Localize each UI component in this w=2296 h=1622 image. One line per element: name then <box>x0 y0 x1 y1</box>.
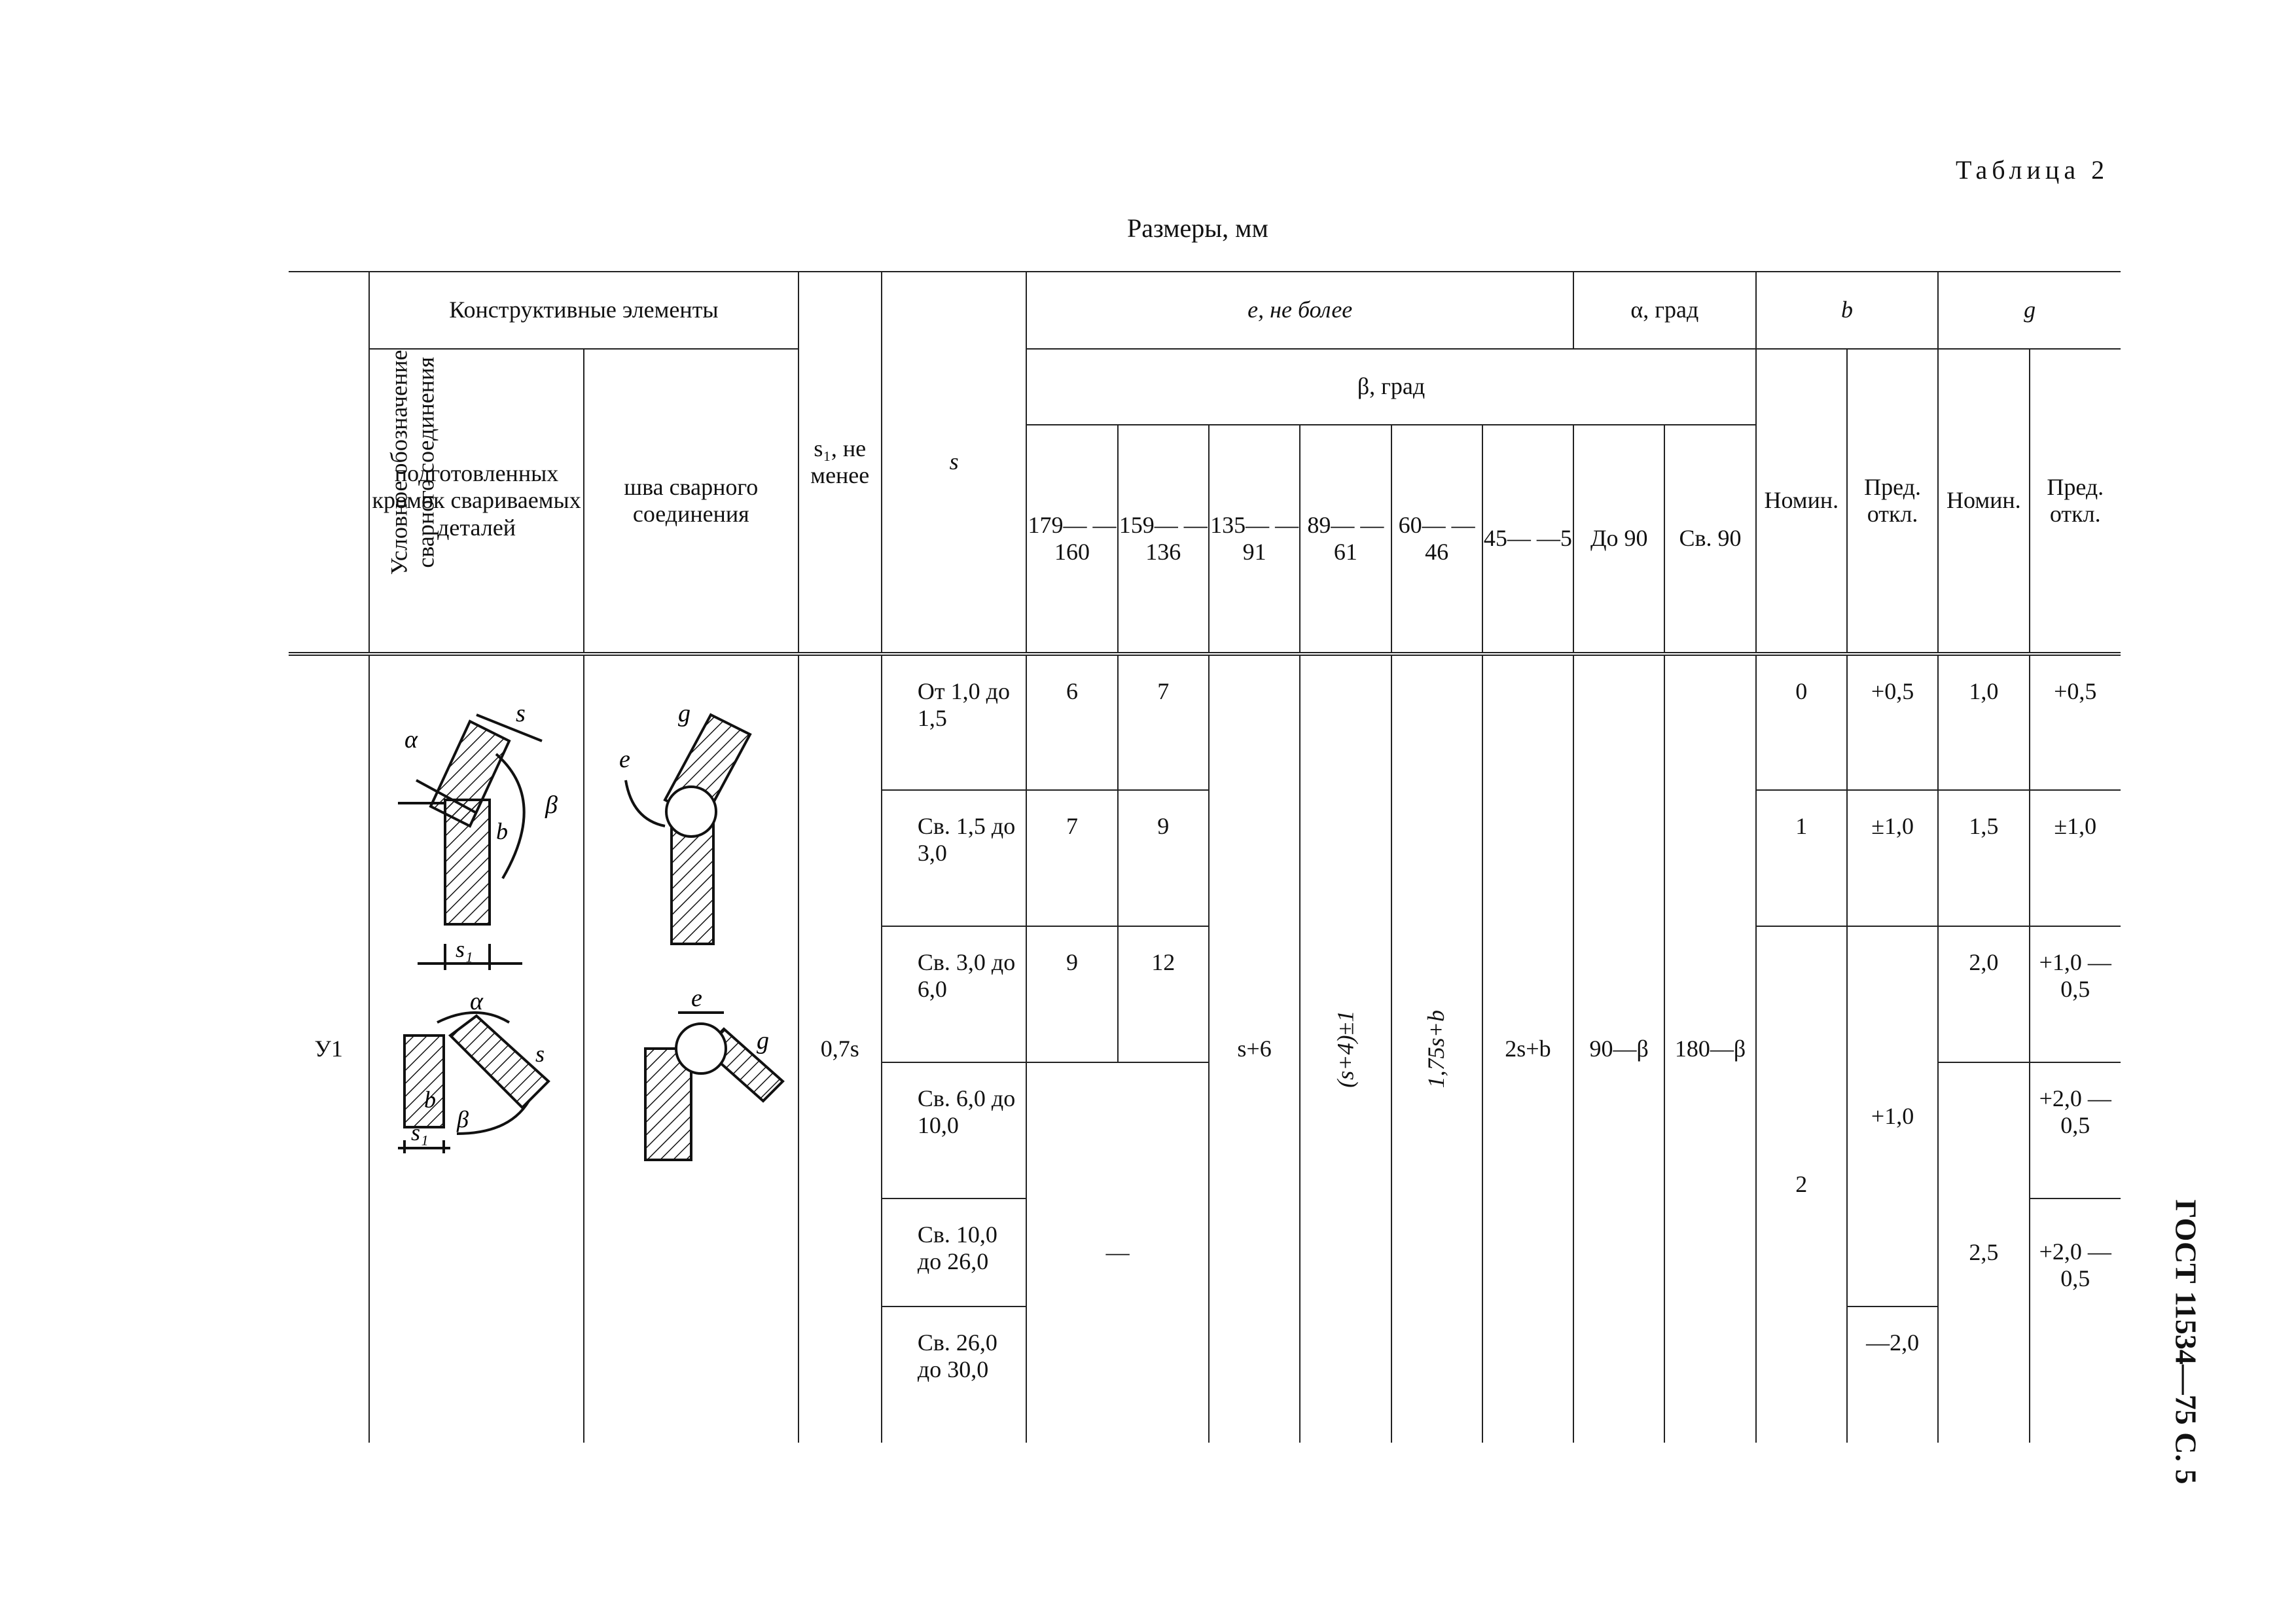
weld-table <box>289 271 2121 1443</box>
e179-r3: 9 <box>1026 926 1117 1062</box>
s-header: s <box>882 272 1026 654</box>
weld-drawings <box>584 654 798 1443</box>
range-4: Св. 6,0 до 10,0 <box>882 1062 1026 1198</box>
b-nom-r2: 1 <box>1756 790 1847 926</box>
bottom-beta-label: β <box>457 1106 469 1132</box>
beta-col-4: 89— —61 <box>1300 425 1391 654</box>
e159-r1: 7 <box>1118 654 1209 790</box>
b-nom-r3: 2 <box>1756 926 1847 1443</box>
g-tol-r5: +2,0 —0,5 <box>2030 1198 2121 1443</box>
prepared-edges-header: подготовленных кромок свариваемых деталей <box>369 349 584 654</box>
bottom-e-label: e <box>691 984 702 1012</box>
g-nom-r2: 1,5 <box>1938 790 2029 926</box>
top-beta-label: β <box>545 791 558 819</box>
bottom-b-label: b <box>424 1087 437 1113</box>
range-1: От 1,0 до 1,5 <box>882 654 1026 790</box>
g-tol-r4: +2,0 —0,5 <box>2030 1062 2121 1198</box>
beta-header: β, град <box>1026 349 1755 425</box>
designation-header: Условное обозначение сварного соединения <box>289 272 369 654</box>
table-caption: Таблица 2 <box>1956 155 2109 185</box>
g-tol-r1: +0,5 <box>2030 654 2121 790</box>
range-2: Св. 1,5 до 3,0 <box>882 790 1026 926</box>
e89-cell: (s+4)±1 <box>1300 654 1391 1443</box>
b-nominal-header: Номин. <box>1756 349 1847 654</box>
b-tol-r6: —2,0 <box>1847 1307 1938 1443</box>
bottom-alpha-label: α <box>470 988 484 1015</box>
g-tolerance-header: Пред. откл. <box>2030 349 2121 654</box>
alpha-to-90-cell: 90—β <box>1573 654 1664 1443</box>
range-3: Св. 3,0 до 6,0 <box>882 926 1026 1062</box>
e159-r2: 9 <box>1118 790 1209 926</box>
e45-cell: 2s+b <box>1482 654 1573 1443</box>
e135-cell: s+6 <box>1209 654 1300 1443</box>
g-nom-r3: 2,0 <box>1938 926 2029 1062</box>
beta-col-7: До 90 <box>1573 425 1664 654</box>
g-nominal-header: Номин. <box>1938 349 2029 654</box>
g-nom-r4: 2,5 <box>1938 1062 2029 1443</box>
b-tol-r2: ±1,0 <box>1847 790 1938 926</box>
bottom-s1-label: s₁ <box>411 1119 429 1145</box>
b-tolerance-header: Пред. откл. <box>1847 349 1938 654</box>
top-weld-sketch <box>626 715 750 944</box>
range-5: Св. 10,0 до 26,0 <box>882 1198 1026 1307</box>
top-s-label: s <box>516 700 526 727</box>
g-nom-r1: 1,0 <box>1938 654 2029 790</box>
dimensions-caption: Размеры, мм <box>1127 213 1268 243</box>
b-nom-r1: 0 <box>1756 654 1847 790</box>
top-e-label: e <box>619 746 630 773</box>
weld-svg <box>593 682 789 1166</box>
b-tol-r3: +1,0 <box>1847 926 1938 1307</box>
e60-cell: 1,75s+b <box>1391 654 1482 1443</box>
e-dash-cell: — <box>1026 1062 1209 1443</box>
side-header-text: ГОСТ 11534—75 С. 5 <box>2169 1199 2203 1485</box>
e-header: e, не более <box>1026 272 1573 349</box>
structural-header: Конструктивные элементы <box>369 272 798 349</box>
beta-col-8: Св. 90 <box>1664 425 1755 654</box>
b-tol-r1: +0,5 <box>1847 654 1938 790</box>
prepared-edges-svg <box>378 682 575 1166</box>
beta-col-3: 135— —91 <box>1209 425 1300 654</box>
e179-r1: 6 <box>1026 654 1117 790</box>
bottom-g-label: g <box>756 1027 769 1054</box>
beta-col-6: 45— —5 <box>1482 425 1573 654</box>
g-header: g <box>1938 272 2121 349</box>
weld-header: шва сварного соединения <box>584 349 798 654</box>
g-tol-r3: +1,0 —0,5 <box>2030 926 2121 1062</box>
alpha-header: α, град <box>1573 272 1756 349</box>
e179-r2: 7 <box>1026 790 1117 926</box>
top-alpha-label: α <box>404 726 418 753</box>
top-b-label: b <box>496 818 509 844</box>
bottom-s-label: s <box>535 1041 545 1067</box>
b-header: b <box>1756 272 1939 349</box>
page-side-header <box>2153 1191 2219 1492</box>
s1-cell: 0,7s <box>798 654 882 1443</box>
beta-col-1: 179— —160 <box>1026 425 1117 654</box>
range-6: Св. 26,0 до 30,0 <box>882 1307 1026 1443</box>
beta-col-2: 159— —136 <box>1118 425 1209 654</box>
s1-header: s₁, не менее <box>798 272 882 654</box>
g-tol-r2: ±1,0 <box>2030 790 2121 926</box>
prepared-edges-drawings <box>369 654 584 1443</box>
alpha-over-90-cell: 180—β <box>1664 654 1755 1443</box>
top-g-label: g <box>677 700 691 727</box>
top-joint-sketch <box>398 715 542 970</box>
top-s1-label: s₁ <box>456 936 473 962</box>
designation-cell: У1 <box>289 654 369 1443</box>
e159-r3: 12 <box>1118 926 1209 1062</box>
beta-col-5: 60— —46 <box>1391 425 1482 654</box>
